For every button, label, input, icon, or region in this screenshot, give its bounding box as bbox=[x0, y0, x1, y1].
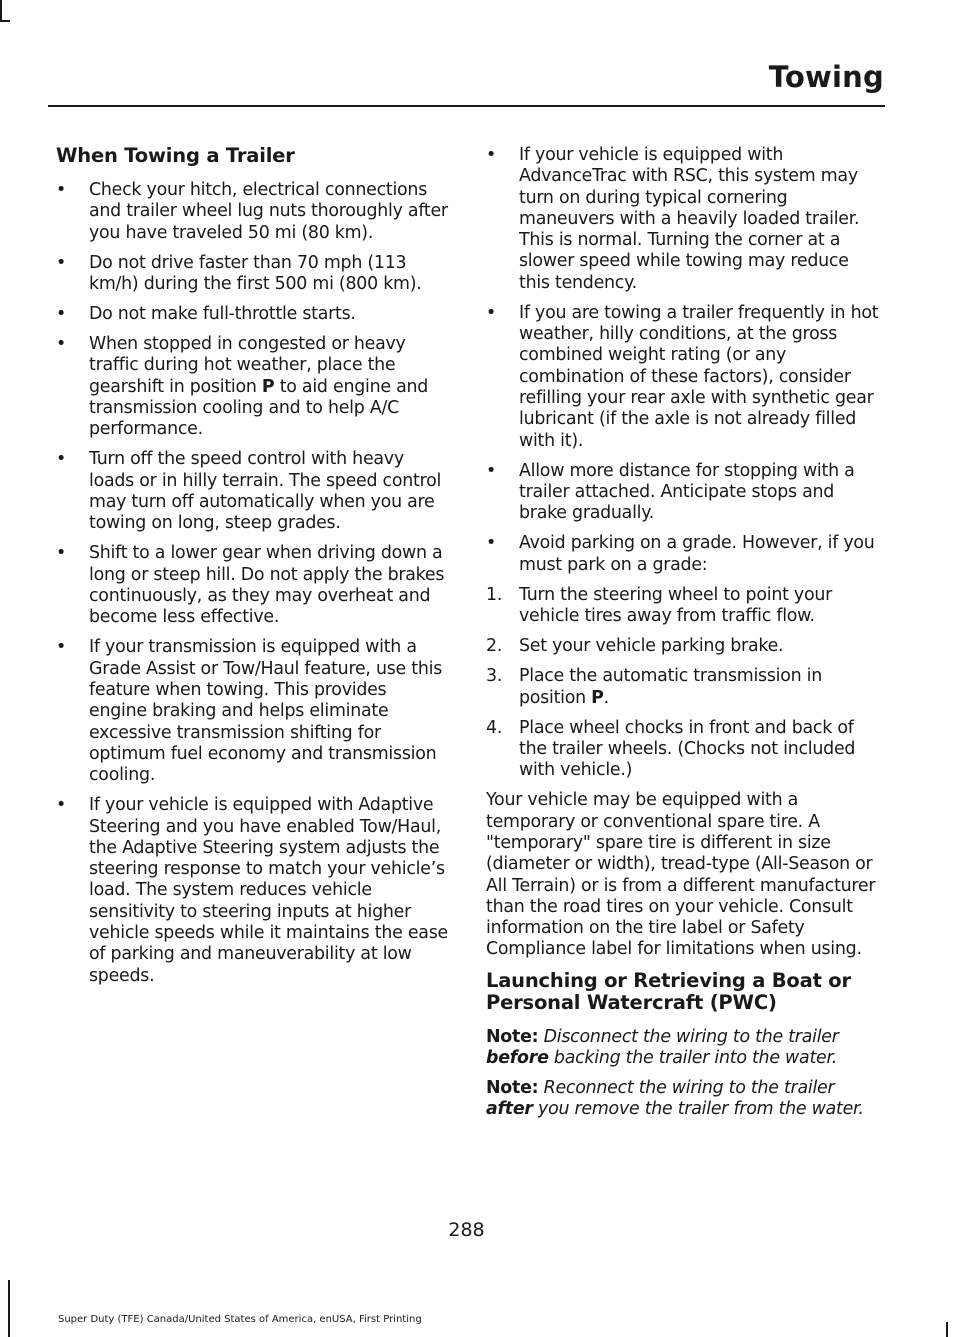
bullet-marker: • bbox=[486, 533, 497, 554]
bullet-marker: • bbox=[56, 252, 67, 273]
list-item: • Check your hitch, electrical connections and trailer wheel lug nuts thoroughly after you have traveled 50 mi (80 km). bbox=[56, 180, 448, 243]
step-number: 4. bbox=[486, 717, 503, 738]
list-item: • Turn off the speed control with heavy loads or in hilly terrain. The speed control may turn off automatically when you are towing on long, steep grades. bbox=[56, 449, 442, 534]
crop-mark-top-left-h bbox=[0, 20, 10, 22]
list-item: • Avoid parking on a grade. However, if you must park on a grade: bbox=[486, 533, 875, 575]
left-bullet-list bbox=[56, 180, 448, 987]
step-number: 1. bbox=[486, 584, 503, 605]
crop-mark-bottom-right bbox=[946, 1322, 948, 1337]
step-item: 4. Place wheel chocks in front and back of the trailer wheels. (Chocks not included with vehicle.) bbox=[486, 717, 856, 781]
list-item: • If you are towing a trailer frequently in hot weather, hilly conditions, at the gross combined weight rating (or any combination of these factors), consider refilling your rear axle with synthetic gear lubricant (if the axle is not already filled with it). bbox=[486, 302, 879, 451]
list-item: • Do not drive faster than 70 mph (113 km/h) during the first 500 mi (800 km). bbox=[56, 252, 422, 294]
bullet-marker: • bbox=[486, 302, 497, 323]
crop-mark-top-left bbox=[0, 0, 2, 22]
bullet-marker: • bbox=[56, 795, 67, 816]
bullet-marker: • bbox=[56, 449, 67, 470]
section-heading-boat: Launching or Retrieving a Boat or Personal Watercraft (PWC) bbox=[486, 968, 851, 1014]
section-heading-towing: When Towing a Trailer bbox=[56, 144, 295, 167]
right-column bbox=[486, 145, 881, 1129]
step-item: 3. Place the automatic transmission in position P. bbox=[486, 666, 823, 708]
bullet-marker: • bbox=[56, 637, 67, 658]
note-paragraph: Note: Disconnect the wiring to the trailer before backing the trailer into the water. bbox=[486, 1026, 839, 1068]
note-label: Note: bbox=[486, 1077, 539, 1098]
parking-steps-list bbox=[486, 585, 881, 782]
step-item: 2. Set your vehicle parking brake. bbox=[486, 636, 784, 657]
bullet-marker: • bbox=[486, 460, 497, 481]
bullet-marker: • bbox=[56, 543, 67, 564]
note-emphasis: after bbox=[486, 1099, 533, 1120]
left-column bbox=[56, 145, 448, 996]
bullet-marker: • bbox=[486, 145, 497, 165]
step-number: 2. bbox=[486, 636, 503, 657]
footer-text: Super Duty (TFE) Canada/United States of America, enUSA, First Printing bbox=[58, 1314, 422, 1325]
step-number: 3. bbox=[486, 666, 503, 687]
note-emphasis: before bbox=[486, 1047, 549, 1068]
header-divider bbox=[48, 105, 885, 107]
list-item: • Allow more distance for stopping with a trailer attached. Anticipate stops and brake gradually. bbox=[486, 460, 855, 524]
list-item: • If your vehicle is equipped with Adaptive Steering and you have enabled Tow/Haul, the Adaptive Steering system adjusts the steering response to match your vehicle’s load. The system reduces vehicle sensitivity to steering inputs at higher vehicle speeds while it maintains the ease of parking and maneuverability at low speeds. bbox=[56, 795, 448, 986]
list-item: • If your transmission is equipped with a Grade Assist or Tow/Haul feature, use this feature when towing. This provides engine braking and helps eliminate excessive transmission shifting for optimum fuel economy and transmission cooling. bbox=[56, 637, 443, 786]
page-number: 288 bbox=[448, 1219, 485, 1241]
gear-position-marker: P bbox=[261, 376, 275, 397]
bullet-marker: • bbox=[56, 334, 67, 355]
list-item: • If your vehicle is equipped with AdvanceTrac with RSC, this system may turn on during typical cornering maneuvers with a heavily loaded trailer. This is normal. Turning the corner at a slower speed while towing may reduce this tendency. bbox=[486, 145, 860, 293]
note-label: Note: bbox=[486, 1026, 539, 1047]
list-item: • When stopped in congested or heavy traffic during hot weather, place the gearshift in position P to aid engine and transmission cooling and to help A/C performance. bbox=[56, 334, 429, 440]
right-bullet-list bbox=[486, 145, 881, 576]
spare-tire-paragraph: Your vehicle may be equipped with a temporary or conventional spare tire. A "temporary" spare tire is different in size (diameter or width), tread-type (All-Season or All Terrain) or is from a different manufacturer than the road tires on your vehicle. Consult information on the tire label or Safety Compliance label for limitations when using. bbox=[486, 790, 876, 960]
note-paragraph: Note: Reconnect the wiring to the trailer after you remove the trailer from the water. bbox=[486, 1077, 864, 1120]
gear-position-marker: P bbox=[591, 687, 604, 708]
page-title: Towing bbox=[768, 60, 884, 94]
bullet-marker: • bbox=[56, 180, 67, 200]
list-item: • Shift to a lower gear when driving down a long or steep hill. Do not apply the brakes continuously, as they may overheat and become less effective. bbox=[56, 543, 445, 628]
crop-mark-bottom-left bbox=[8, 1280, 10, 1337]
step-item: 1. Turn the steering wheel to point your vehicle tires away from traffic flow. bbox=[486, 584, 833, 627]
bullet-marker: • bbox=[56, 304, 67, 325]
list-item: • Do not make full-throttle starts. bbox=[56, 304, 356, 325]
